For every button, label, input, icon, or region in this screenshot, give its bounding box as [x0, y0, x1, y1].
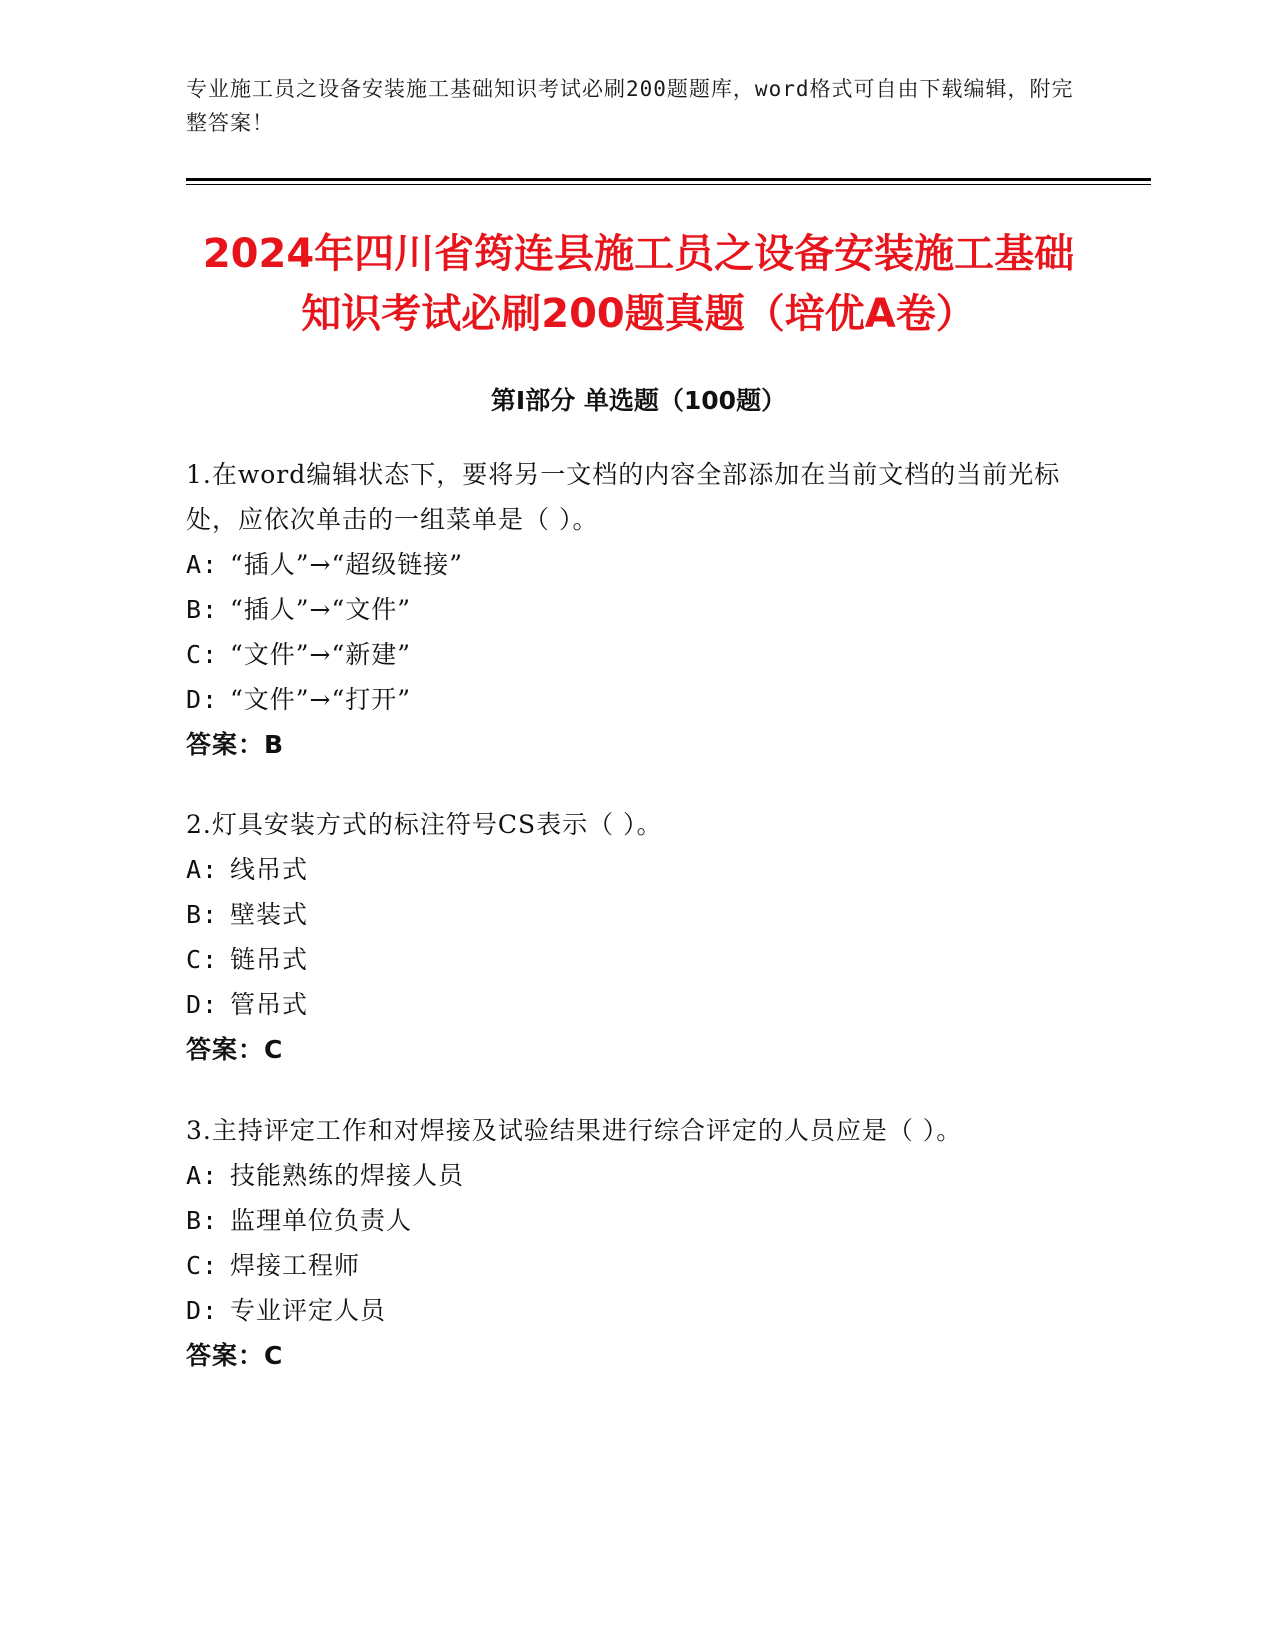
- option-d: [186, 982, 1091, 1027]
- option-text: 监理单位负责人: [230, 1206, 413, 1235]
- answer-line: 答案：C: [186, 1035, 284, 1064]
- option-text: “文件”→“新建”: [230, 640, 412, 669]
- option-c: [186, 632, 1091, 677]
- option-text: 链吊式: [230, 945, 309, 974]
- option-d: [186, 1288, 1091, 1333]
- question-stem: 2.灯具安装方式的标注符号CS表示（ ）。: [186, 810, 663, 839]
- option-key: A:: [186, 855, 219, 884]
- option-d: [186, 677, 1091, 722]
- header-divider-thick: [186, 178, 1151, 181]
- option-text: “插人”→“超级链接”: [230, 550, 464, 579]
- question-stem: 3.主持评定工作和对焊接及试验结果进行综合评定的人员应是（ ）。: [186, 1116, 963, 1145]
- option-a: [186, 847, 1091, 892]
- option-key: D:: [186, 1296, 219, 1325]
- option-text: 技能熟练的焊接人员: [230, 1161, 465, 1190]
- option-key: B:: [186, 900, 219, 929]
- option-key: D:: [186, 990, 219, 1019]
- option-key: B:: [186, 595, 219, 624]
- option-c: [186, 1243, 1091, 1288]
- option-text: 线吊式: [230, 855, 309, 884]
- option-key: B:: [186, 1206, 219, 1235]
- option-key: C:: [186, 640, 219, 669]
- answer-line: 答案：B: [186, 730, 285, 759]
- answer-line: 答案：C: [186, 1341, 284, 1370]
- question-stem: 1.在word编辑状态下，要将另一文档的内容全部添加在当前文档的当前光标处，应依次单击的一组菜单是（ ）。: [186, 460, 1061, 534]
- option-text: “文件”→“打开”: [230, 685, 412, 714]
- header-divider-thin: [186, 184, 1151, 185]
- option-key: D:: [186, 685, 219, 714]
- option-b: [186, 892, 1091, 937]
- option-text: 焊接工程师: [230, 1251, 361, 1280]
- section-heading: 第Ⅰ部分 单选题（100题）: [490, 386, 787, 415]
- document-title: 2024年四川省筠连县施工员之设备安装施工基础知识考试必刷200题真题（培优A卷）: [202, 231, 1075, 337]
- option-a: [186, 542, 1091, 587]
- option-text: 专业评定人员: [230, 1296, 387, 1325]
- question-3: [186, 1108, 1091, 1378]
- option-key: C:: [186, 1251, 219, 1280]
- option-text: 管吊式: [230, 990, 309, 1019]
- option-a: [186, 1153, 1091, 1198]
- question-1: [186, 452, 1091, 767]
- option-key: C:: [186, 945, 219, 974]
- question-2: [186, 802, 1091, 1072]
- option-text: “插人”→“文件”: [230, 595, 412, 624]
- header-note: 专业施工员之设备安装施工基础知识考试必刷200题题库，word格式可自由下载编辑，附完整答案！: [186, 77, 1074, 135]
- option-key: A:: [186, 550, 219, 579]
- option-c: [186, 937, 1091, 982]
- option-key: A:: [186, 1161, 219, 1190]
- option-b: [186, 587, 1091, 632]
- option-text: 壁装式: [230, 900, 309, 929]
- option-b: [186, 1198, 1091, 1243]
